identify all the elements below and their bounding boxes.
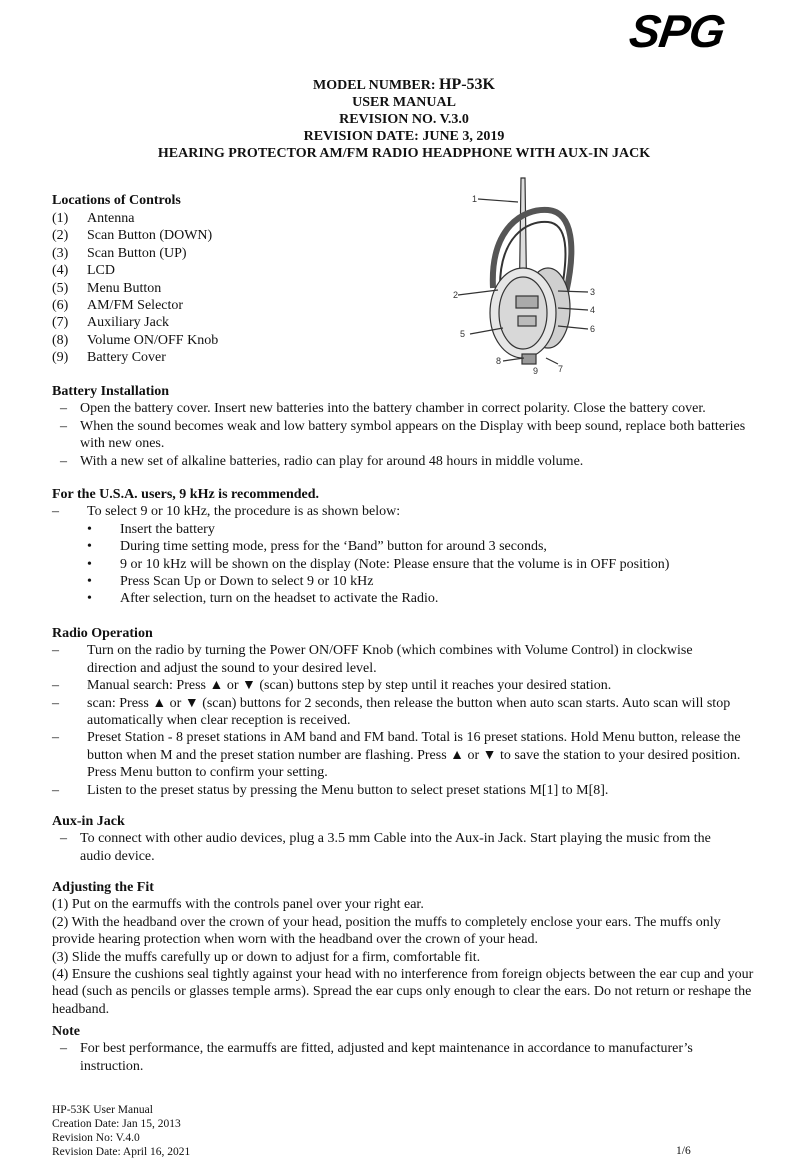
item-text: Open the battery cover. Insert new batteries into the battery chamber in correct polarity. Close the battery cover. (80, 401, 706, 417)
document-header (0, 76, 808, 162)
footer-line: Revision No: V.4.0 (52, 1132, 140, 1144)
item-text: Listen to the preset status by pressing the Menu button to select preset stations M[1] to M[8]. (87, 782, 609, 798)
item-text: 9 or 10 kHz will be shown on the display (Note: Please ensure that the volume is in OFF position) (120, 556, 670, 572)
usa-section (52, 486, 772, 608)
list-item (52, 503, 772, 520)
lcd-shape (516, 296, 538, 308)
note-title: Note (52, 1024, 80, 1039)
dash-mark: – (52, 695, 59, 711)
item-number: (7) (52, 315, 69, 331)
diagram-label-2: 2 (453, 290, 459, 300)
fit-section (52, 879, 757, 1018)
dash-mark: – (52, 643, 59, 659)
item-text: When the sound becomes weak and low battery symbol appears on the Display with beep sound, replace both batteries with new ones. (80, 418, 746, 452)
item-number: (6) (52, 298, 69, 314)
item-text: To connect with other audio devices, plug a 3.5 mm Cable into the Aux-in Jack. Start playing the music from the audio device. (80, 831, 711, 864)
list-item (52, 677, 742, 694)
model-line (0, 76, 808, 94)
fit-title: Adjusting the Fit (52, 880, 154, 895)
item-text: After selection, turn on the headset to activate the Radio. (120, 591, 439, 607)
bullet-mark: • (87, 574, 92, 590)
item-text: Insert the battery (120, 521, 215, 537)
list-item (52, 400, 772, 417)
bullet-mark: • (87, 591, 92, 607)
list-item (52, 556, 772, 573)
item-number: (2) (52, 228, 69, 244)
list-item (52, 297, 218, 314)
item-text: To select 9 or 10 kHz, the procedure is as shown below: (87, 504, 401, 520)
diagram-label-6: 6 (590, 324, 596, 334)
list-item (52, 453, 772, 470)
diagram-label-4: 4 (590, 305, 596, 315)
fit-paragraph: (3) Slide the muffs carefully up or down to adjust for a firm, comfortable fit. (52, 949, 481, 965)
footer (52, 1103, 190, 1159)
manual-title: USER MANUAL (352, 95, 456, 110)
controls-title: Locations of Controls (52, 193, 181, 208)
item-text: Preset Station - 8 preset stations in AM band and FM band. Total is 16 preset stations. Hold Menu button, release the button when M and the preset station number are flashing. Press ▲ or ▼ to save the station to your desired position. Press Menu button to confirm your setting. (87, 730, 741, 781)
list-item (52, 349, 218, 366)
page-number: 1/6 (676, 1145, 691, 1157)
list-item (52, 332, 218, 349)
list-item (52, 521, 772, 538)
fit-paragraph: (2) With the headband over the crown of your head, position the muffs to completely enclose your ears. The muffs only provide hearing protection when worn with the headband over the crown of your head. (52, 914, 721, 948)
item-text: For best performance, the earmuffs are fitted, adjusted and kept maintenance in accordance to manufacturer’s instruction. (80, 1041, 693, 1074)
list-item (52, 418, 772, 453)
item-number: (4) (52, 263, 69, 279)
bullet-mark: • (87, 539, 92, 555)
revision-number: REVISION NO. V.3.0 (339, 112, 469, 127)
item-number: (9) (52, 350, 69, 366)
diagram-label-9: 9 (533, 366, 539, 376)
diagram-label-8: 8 (496, 356, 502, 366)
diagram-label-1: 1 (472, 194, 478, 204)
item-label: Menu Button (87, 280, 162, 296)
bullet-mark: • (87, 556, 92, 572)
dash-mark: – (60, 418, 67, 434)
item-number: (3) (52, 245, 69, 261)
note-section (52, 1023, 742, 1075)
diagram-label-3: 3 (590, 287, 596, 297)
list-item (52, 695, 742, 730)
diagram-label-5: 5 (460, 329, 466, 339)
item-text: With a new set of alkaline batteries, radio can play for around 48 hours in middle volume. (80, 453, 584, 469)
headphone-diagram (448, 168, 618, 376)
list-item (52, 782, 742, 799)
list-item (52, 830, 742, 865)
item-label: Volume ON/OFF Knob (87, 332, 219, 348)
item-label: Scan Button (DOWN) (87, 228, 213, 244)
dash-mark: – (60, 401, 67, 417)
fit-paragraph: (1) Put on the earmuffs with the controls panel over your right ear. (52, 897, 424, 913)
footer-line: Revision Date: April 16, 2021 (52, 1146, 191, 1158)
item-label: AM/FM Selector (87, 298, 184, 314)
model-number: HP-53K (439, 76, 495, 93)
item-text: scan: Press ▲ or ▼ (scan) buttons for 2 seconds, then release the button when auto scan starts. Auto scan will stop automatically when clear reception is received. (87, 695, 731, 729)
dash-mark: – (60, 1041, 67, 1057)
footer-line: HP-53K User Manual (52, 1104, 153, 1116)
item-text: Manual search: Press ▲ or ▼ (scan) buttons step by step until it reaches your desired station. (87, 678, 612, 694)
dash-mark: – (52, 782, 59, 798)
battery-section (52, 383, 772, 470)
dash-mark: – (60, 831, 67, 847)
revision-date: REVISION DATE: JUNE 3, 2019 (303, 129, 505, 144)
list-item (52, 227, 218, 244)
list-item (52, 729, 742, 781)
product-title: HEARING PROTECTOR AM/FM RADIO HEADPHONE WITH AUX-IN JACK (157, 146, 651, 161)
item-number: (1) (52, 211, 69, 226)
item-label: Auxiliary Jack (87, 315, 170, 331)
list-item (52, 245, 218, 262)
diagram-label-7: 7 (558, 364, 564, 374)
footer-line: Creation Date: Jan 15, 2013 (52, 1118, 181, 1130)
item-label: Scan Button (UP) (87, 245, 187, 261)
list-item (52, 590, 772, 607)
list-item (52, 1040, 742, 1075)
radio-section (52, 625, 742, 799)
list-item (52, 538, 772, 555)
fit-paragraph: (4) Ensure the cushions seal tightly against your head with no interference from foreign objects between the ear cup and your head (such as pencils or glasses temple arms). Spread the ear cups only enough to clear the ears. Do not return or reshape the headband. (52, 967, 754, 1017)
item-text: Turn on the radio by turning the Power ON/OFF Knob (which combines with Volume Control) in clockwise direction and adjust the sound to your desired level. (87, 643, 693, 676)
item-text: Press Scan Up or Down to select 9 or 10 kHz (120, 574, 374, 590)
bullet-mark: • (87, 521, 92, 537)
item-number: (8) (52, 332, 69, 348)
usa-title: For the U.S.A. users, 9 kHz is recommended. (52, 487, 320, 502)
aux-title: Aux-in Jack (52, 814, 125, 829)
dash-mark: – (60, 453, 67, 469)
list-item (52, 642, 742, 677)
item-label: LCD (87, 263, 115, 279)
dash-mark: – (52, 504, 59, 520)
radio-title: Radio Operation (52, 626, 153, 641)
controls-list (52, 210, 218, 367)
dash-mark: – (52, 730, 59, 746)
list-item (52, 280, 218, 297)
aux-section (52, 813, 742, 865)
item-label: Battery Cover (87, 350, 166, 366)
item-label: Antenna (87, 211, 135, 226)
list-item (52, 314, 218, 331)
model-prefix: MODEL NUMBER: (313, 78, 439, 93)
dash-mark: – (52, 678, 59, 694)
list-item (52, 262, 218, 279)
brand-logo: SPG (626, 5, 728, 57)
item-number: (5) (52, 280, 69, 296)
battery-title: Battery Installation (52, 384, 170, 399)
list-item (52, 210, 218, 227)
list-item (52, 573, 772, 590)
item-text: During time setting mode, press for the ‘Band” button for around 3 seconds, (120, 539, 547, 555)
